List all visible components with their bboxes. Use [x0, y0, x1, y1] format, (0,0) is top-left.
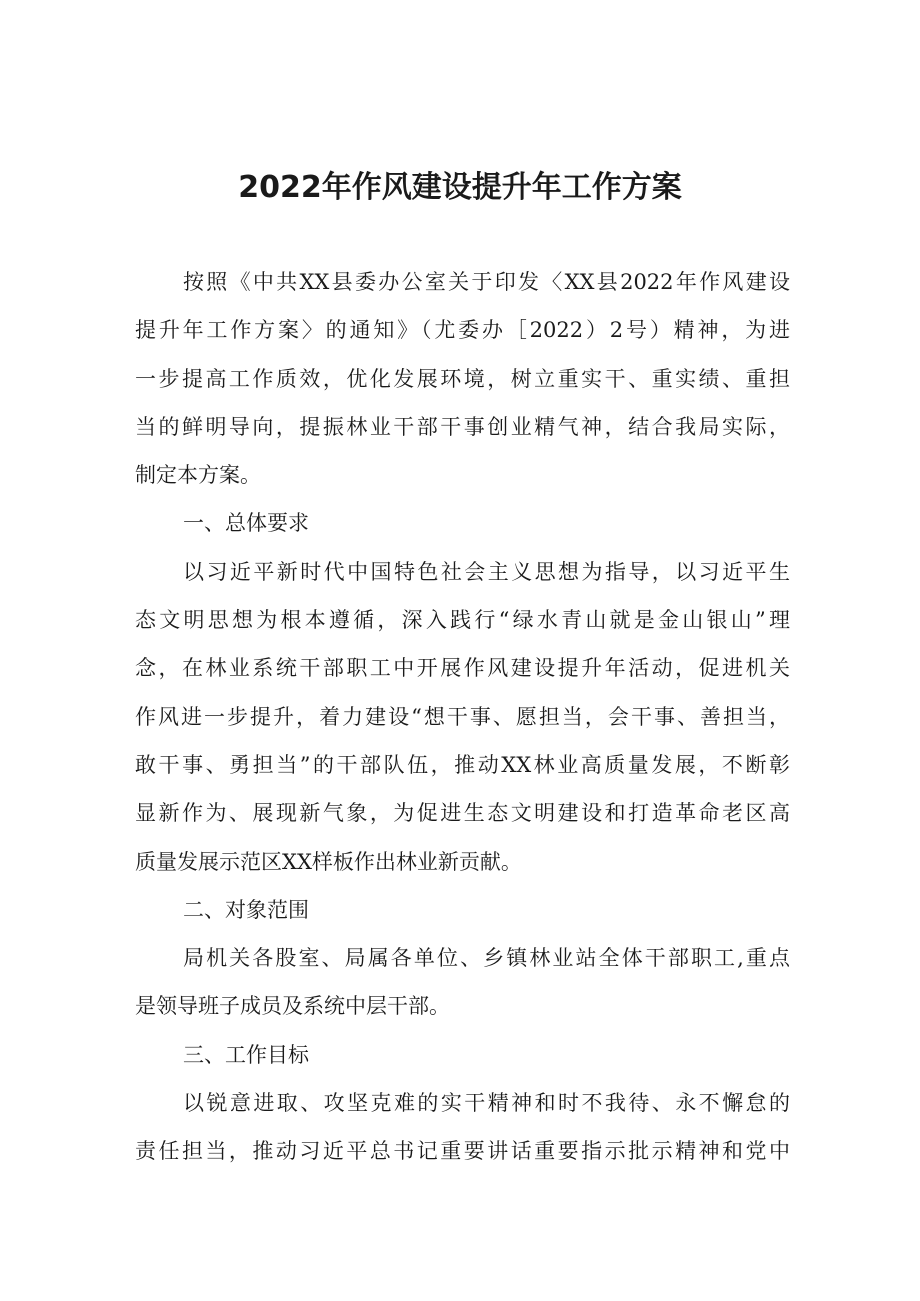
text-line: 一步提高工作质效，优化发展环境，树立重实干、重实绩、重担 — [135, 366, 790, 391]
section2-paragraph — [135, 934, 790, 1031]
section-heading-scope: 二、对象范围 — [183, 897, 309, 922]
text-line: 以锐意进取、攻坚克难的实干精神和时不我待、永不懈怠的 — [183, 1091, 790, 1116]
text-line: 按照《中共XX县委办公室关于印发〈XX县2022年作风建设 — [183, 270, 790, 294]
text-line: 质量发展示范区XX样板作出林业新贡献。 — [135, 849, 522, 874]
text-line: 念，在林业系统干部职工中开展作风建设提升年活动，促进机关 — [135, 656, 790, 681]
text-line: 责任担当，推动习近平总书记重要讲话重要指示批示精神和党中 — [135, 1139, 790, 1164]
section1-paragraph — [135, 548, 790, 886]
section3-paragraph — [135, 1079, 790, 1176]
text-line: 提升年工作方案〉的通知》（尤委办［2022）2号）精神，为进 — [135, 318, 790, 343]
intro-paragraph — [135, 258, 790, 499]
document-title: 2022年作风建设提升年工作方案 — [238, 170, 682, 205]
text-line: 作风进一步提升，着力建设“想干事、愿担当，会干事、善担当， — [135, 704, 790, 729]
text-line: 局机关各股室、局属各单位、乡镇林业站全体干部职工,重点 — [183, 946, 790, 971]
text-line: 态文明思想为根本遵循，深入践行“绿水青山就是金山银山”理 — [135, 608, 790, 633]
text-line: 制定本方案。 — [135, 463, 261, 488]
text-line: 显新作为、展现新气象，为促进生态文明建设和打造革命老区高 — [135, 801, 790, 826]
document-body — [135, 258, 790, 1176]
text-line: 是领导班子成员及系统中层干部。 — [135, 994, 450, 1019]
section-heading-work-goals: 三、工作目标 — [183, 1042, 309, 1067]
text-line: 当的鲜明导向，提振林业干部干事创业精气神，结合我局实际， — [135, 414, 790, 439]
text-line: 以习近平新时代中国特色社会主义思想为指导，以习近平生 — [183, 559, 790, 584]
section-heading-general-requirements: 一、总体要求 — [183, 511, 309, 536]
text-line: 敢干事、勇担当”的干部队伍，推动XX林业高质量发展，不断彰 — [135, 752, 790, 777]
